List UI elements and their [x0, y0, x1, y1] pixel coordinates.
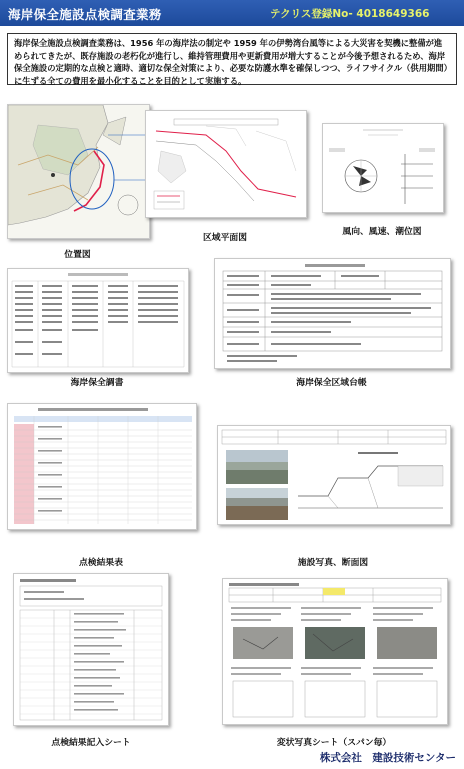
registration-number: テクリス登録No- 4018649366: [270, 8, 430, 20]
location-map-image: [8, 105, 149, 238]
inspection-table-image: [8, 404, 196, 529]
company-name: 株式会社 建設技術センター: [319, 752, 456, 764]
deformation-sheet-figure: [222, 578, 448, 725]
inspection-sheet-image: [14, 574, 168, 725]
area-plan-caption: 区域平面図: [203, 233, 247, 243]
survey-register-image: [8, 269, 188, 372]
deformation-sheet-caption: 変状写真シート（スパン毎）: [276, 738, 392, 748]
inspection-table-caption: 点検結果表: [79, 558, 123, 568]
inspection-sheet-caption: 点検結果記入シート: [51, 738, 131, 748]
photo-section-caption: 施設写真、断面図: [297, 558, 369, 568]
area-plan-figure: [145, 110, 307, 218]
header-bar: [0, 0, 464, 26]
inspection-sheet-figure: [13, 573, 169, 726]
wind-tide-image: [323, 124, 443, 212]
area-plan-image: [146, 111, 306, 217]
deformation-sheet-image: [223, 579, 447, 724]
area-ledger-image: [215, 259, 450, 368]
survey-register-caption: 海岸保全調書: [70, 378, 124, 388]
area-ledger-caption: 海岸保全区域台帳: [296, 378, 367, 388]
inspection-table-figure: [7, 403, 197, 530]
survey-register-figure: [7, 268, 189, 373]
location-map-caption: 位置図: [64, 250, 91, 260]
page-title: 海岸保全施設点検調査業務: [8, 7, 162, 22]
photo-section-image: [218, 426, 450, 524]
wind-tide-caption: 風向、風速、潮位図: [342, 227, 422, 237]
wind-tide-figure: [322, 123, 444, 213]
photo-section-figure: [217, 425, 451, 525]
area-ledger-figure: [214, 258, 451, 369]
location-map-figure: [7, 104, 150, 239]
project-description: 海岸保全施設点検調査業務は、1956 年の海岸法の制定や 1959 年の伊勢湾台風等による大災害を契機に整備が進められてきたが、既存施設の老朽化が進行し、維持管理費用や更新費用が増大することが今後予想されるため、海岸保全施設の定期的な点検と適時、適切な保全対策により、必要な防護水準を確保しつつ、ライフサイクル（供用期間）に生ずる全ての費用を最小化することを目的として実施する。: [7, 33, 457, 85]
